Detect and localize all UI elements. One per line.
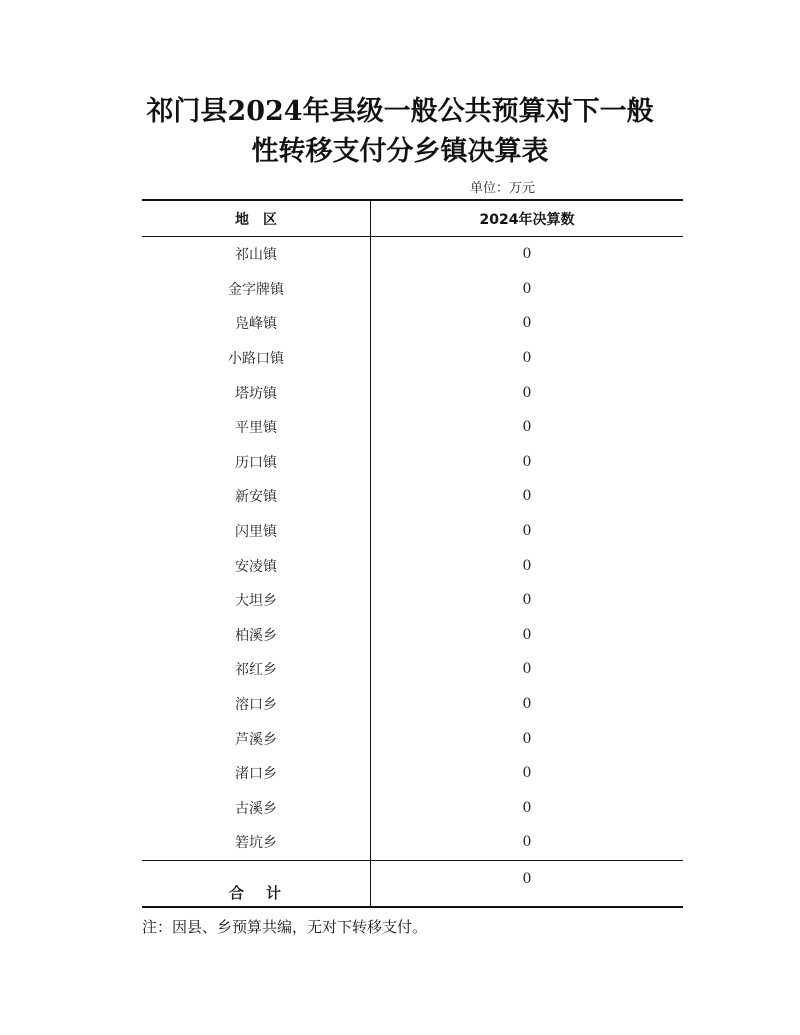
table-row (142, 825, 683, 860)
region-cell: 祁红乡 (142, 652, 371, 687)
table-row (142, 618, 683, 653)
region-cell: 塔坊镇 (142, 375, 371, 410)
table-row (142, 306, 683, 341)
region-cell: 凫峰镇 (142, 306, 371, 341)
table-row (142, 237, 683, 272)
region-cell: 芦溪乡 (142, 721, 371, 756)
region-cell: 小路口镇 (142, 341, 371, 376)
title-line-1: 祁门县2024年县级一般公共预算对下一般 (146, 96, 654, 127)
header-value: 2024年决算数 (371, 200, 684, 237)
value-cell: 0 (522, 661, 532, 678)
table-row (142, 791, 683, 826)
region-cell: 箬坑乡 (142, 825, 371, 860)
value-cell: 0 (522, 523, 532, 540)
table-row (142, 583, 683, 618)
value-cell: 0 (522, 696, 532, 713)
region-cell: 古溪乡 (142, 791, 371, 826)
table-header-row (142, 200, 683, 237)
table-body (142, 237, 683, 907)
region-cell: 祁山镇 (142, 237, 371, 272)
region-cell: 柏溪乡 (142, 618, 371, 653)
value-cell: 0 (522, 592, 532, 609)
table-row (142, 445, 683, 480)
total-label: 合计 (142, 860, 371, 907)
unit-label: 单位：万元 (470, 181, 536, 196)
value-cell: 0 (522, 626, 532, 643)
region-cell: 大坦乡 (142, 583, 371, 618)
value-cell: 0 (522, 315, 532, 332)
table-row (142, 410, 683, 445)
table-row (142, 272, 683, 307)
budget-table (142, 199, 683, 908)
value-cell: 0 (522, 280, 532, 297)
table-row (142, 756, 683, 791)
table-row (142, 548, 683, 583)
value-cell: 0 (522, 384, 532, 401)
value-cell: 0 (522, 246, 532, 263)
footnote: 注：因县、乡预算共编，无对下转移支付。 (142, 918, 428, 936)
region-cell: 金字牌镇 (142, 272, 371, 307)
table-row (142, 341, 683, 376)
value-cell: 0 (522, 765, 532, 782)
region-cell: 安凌镇 (142, 548, 371, 583)
value-cell: 0 (522, 488, 532, 505)
value-cell: 0 (522, 453, 532, 470)
value-cell: 0 (522, 557, 532, 574)
region-cell: 渚口乡 (142, 756, 371, 791)
value-cell: 0 (522, 834, 532, 851)
value-cell: 0 (522, 799, 532, 816)
title-line-2: 性转移支付分乡镇决算表 (251, 136, 549, 167)
value-cell: 0 (522, 419, 532, 436)
region-cell: 历口镇 (142, 445, 371, 480)
table-row (142, 687, 683, 722)
table-row (142, 479, 683, 514)
table-row (142, 652, 683, 687)
region-cell: 新安镇 (142, 479, 371, 514)
value-cell: 0 (522, 350, 532, 367)
table-row (142, 375, 683, 410)
value-cell: 0 (522, 730, 532, 747)
total-row (142, 860, 683, 907)
total-value: 0 (371, 860, 684, 907)
region-cell: 平里镇 (142, 410, 371, 445)
table-row (142, 721, 683, 756)
document-title (0, 92, 800, 172)
header-region: 地 区 (142, 200, 371, 237)
region-cell: 闪里镇 (142, 514, 371, 549)
region-cell: 溶口乡 (142, 687, 371, 722)
table-row (142, 514, 683, 549)
